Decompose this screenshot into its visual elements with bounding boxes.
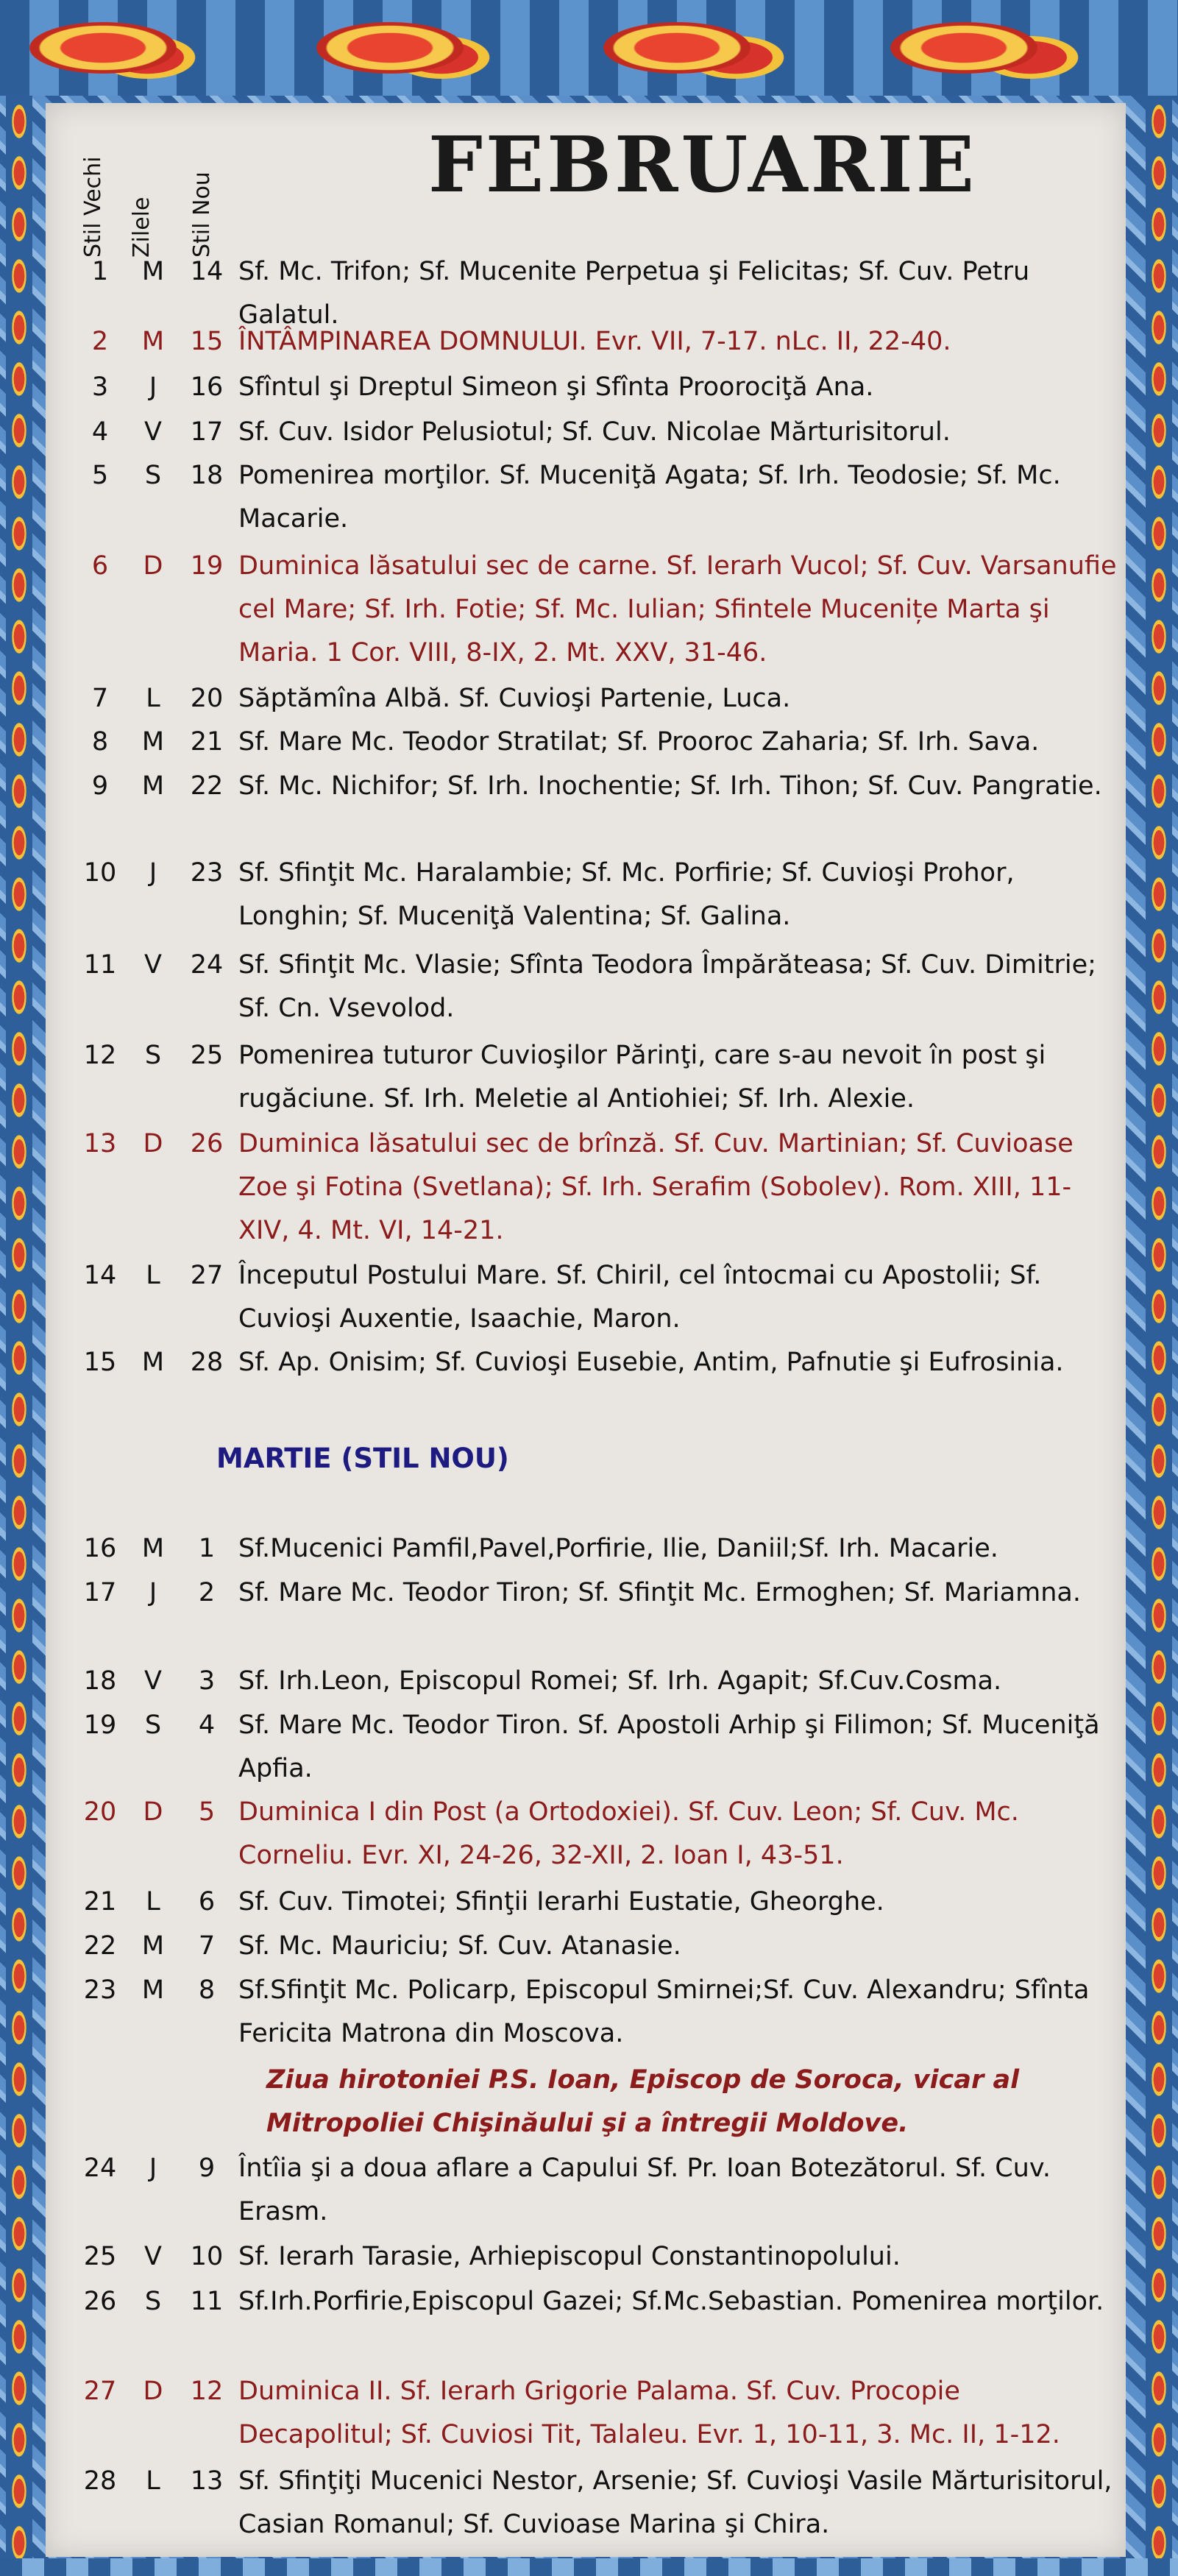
new-style-date: 14 <box>190 257 224 286</box>
weekday-letter: D <box>143 1129 163 1158</box>
calendar-header <box>46 103 1126 258</box>
ornamental-bottom-border <box>0 2558 1178 2576</box>
weekday-letter: S <box>144 2287 162 2316</box>
saints-commemoration-text: Sfîntul şi Dreptul Simeon şi Sfînta Proorociţă Ana. <box>238 372 874 402</box>
weekday-letter: J <box>149 858 157 888</box>
weekday-letter: M <box>141 1534 165 1563</box>
saints-commemoration-text: Ziua hirotoniei P.S. Ioan, Episcop de Soroca, vicar al Mitropoliei Chişinăului şi a întregii Moldove. <box>266 2065 1020 2138</box>
weekday-letter: M <box>141 327 165 356</box>
saints-commemoration-text: Începutul Postului Mare. Sf. Chiril, cel întocmai cu Apostolii; Sf. Cuvioşi Auxentie, Isaachie, Maron. <box>238 1261 1042 1334</box>
weekday-letter: L <box>146 1261 160 1290</box>
saints-commemoration-text: Sf. Mc. Trifon; Sf. Mucenite Perpetua şi Felicitas; Sf. Cuv. Petru Galatul. <box>238 257 1030 330</box>
ornament-medallion <box>29 22 177 74</box>
saints-commemoration-text: Sf. Cuv. Timotei; Sfinţii Ierarhi Eustatie, Gheorghe. <box>238 1887 884 1917</box>
new-style-date: 9 <box>198 2154 216 2183</box>
saints-commemoration-text: Duminica lăsatului sec de brînză. Sf. Cuv. Martinian; Sf. Cuvioase Zoe şi Fotina (Svetlana); Sf. Irh. Serafim (Sobolev). Rom. XIII, 11-XIV, 4. Mt. VI, 14-21. <box>238 1129 1074 1245</box>
weekday-letter: D <box>143 1797 163 1827</box>
old-style-date: 23 <box>83 1975 117 2005</box>
new-style-date: 25 <box>190 1041 224 1070</box>
old-style-date: 10 <box>83 858 117 888</box>
new-style-date: 12 <box>190 2377 224 2406</box>
old-style-date: 28 <box>83 2466 117 2496</box>
new-style-date: 24 <box>190 950 224 980</box>
ornamental-right-border <box>1146 96 1172 2558</box>
weekday-letter: M <box>141 727 165 757</box>
weekday-letter: S <box>144 1710 162 1740</box>
old-style-date: 12 <box>83 1041 117 1070</box>
weekday-letter: J <box>149 2154 157 2183</box>
saints-commemoration-text: Sf. Mare Mc. Teodor Stratilat; Sf. Prooroc Zaharia; Sf. Irh. Sava. <box>238 727 1040 757</box>
old-style-date: 1 <box>91 257 109 286</box>
weekday-letter: M <box>141 1348 165 1377</box>
old-style-date: 18 <box>83 1666 117 1696</box>
saints-commemoration-text: Sf. Sfinţit Mc. Vlasie; Sfînta Teodora Împărăteasa; Sf. Cuv. Dimitrie; Sf. Cn. Vsevolod. <box>238 950 1096 1023</box>
column-header-new-style: Stil Nou <box>189 171 215 258</box>
weekday-letter: M <box>141 1975 165 2005</box>
saints-commemoration-text: Sf. Ap. Onisim; Sf. Cuvioşi Eusebie, Antim, Pafnutie şi Eufrosinia. <box>238 1348 1064 1377</box>
weekday-letter: V <box>144 417 162 447</box>
old-style-date: 25 <box>83 2242 117 2271</box>
old-style-date: 9 <box>91 771 109 801</box>
old-style-date: 4 <box>91 417 109 447</box>
old-style-date: 5 <box>91 461 109 490</box>
new-style-date: 11 <box>190 2287 224 2316</box>
saints-commemoration-text: Sf.Irh.Porfirie,Episcopul Gazei; Sf.Mc.Sebastian. Pomenirea morţilor. <box>238 2287 1104 2316</box>
old-style-date: 2 <box>91 327 109 356</box>
month-title: FEBRUARIE <box>428 119 977 210</box>
saints-commemoration-text: Duminica lăsatului sec de carne. Sf. Ierarh Vucol; Sf. Cuv. Varsanufie cel Mare; Sf. Irh. Fotie; Sf. Mc. Iulian; Sfintele Mucenițe Marta şi Maria. 1 Cor. VIII, 8-IX, 2. Mt. XXV, 31-46. <box>238 551 1117 668</box>
old-style-date: 16 <box>83 1534 117 1563</box>
new-style-date: 27 <box>190 1261 224 1290</box>
weekday-letter: V <box>144 950 162 980</box>
new-style-date: 28 <box>190 1348 224 1377</box>
ornamental-left-border <box>6 96 32 2558</box>
old-style-date: 15 <box>83 1348 117 1377</box>
column-header-days: Zilele <box>129 197 155 258</box>
ornamental-top-border <box>0 0 1178 96</box>
weekday-letter: V <box>144 2242 162 2271</box>
saints-commemoration-text: Sf. Mare Mc. Teodor Tiron; Sf. Sfinţit Mc. Ermoghen; Sf. Mariamna. <box>238 1578 1081 1607</box>
weekday-letter: D <box>143 551 163 581</box>
column-header-old-style: Stil Vechi <box>80 156 106 258</box>
new-style-date: 5 <box>198 1797 216 1827</box>
saints-commemoration-text: Sf.Mucenici Pamfil,Pavel,Porfirie, Ilie, Daniil;Sf. Irh. Macarie. <box>238 1534 998 1563</box>
weekday-letter: L <box>146 684 160 713</box>
new-style-date: 10 <box>190 2242 224 2271</box>
new-style-date: 22 <box>190 771 224 801</box>
new-style-date: 16 <box>190 372 224 402</box>
ornament-medallion <box>316 22 464 74</box>
old-style-date: 17 <box>83 1578 117 1607</box>
new-style-date: 21 <box>190 727 224 757</box>
new-style-date: 23 <box>190 858 224 888</box>
old-style-date: 22 <box>83 1931 117 1961</box>
old-style-date: 3 <box>91 372 109 402</box>
old-style-date: 27 <box>83 2377 117 2406</box>
new-style-date: 15 <box>190 327 224 356</box>
new-style-date: 7 <box>198 1931 216 1961</box>
new-style-date: 20 <box>190 684 224 713</box>
saints-commemoration-text: Sf. Sfinţit Mc. Haralambie; Sf. Mc. Porfirie; Sf. Cuvioşi Prohor, Longhin; Sf. Muceniţă Valentina; Sf. Galina. <box>238 858 1015 931</box>
new-style-date: 13 <box>190 2466 224 2496</box>
ornament-medallion <box>890 22 1037 74</box>
saints-commemoration-text: Sf.Sfinţit Mc. Policarp, Episcopul Smirnei;Sf. Cuv. Alexandru; Sfînta Fericita Matrona din Moscova. <box>238 1975 1090 2048</box>
weekday-letter: L <box>146 2466 160 2496</box>
old-style-date: 26 <box>83 2287 117 2316</box>
old-style-date: 24 <box>83 2154 117 2183</box>
new-style-date: 26 <box>190 1129 224 1158</box>
old-style-date: 20 <box>83 1797 117 1827</box>
saints-commemoration-text: Sf. Ierarh Tarasie, Arhiepiscopul Constantinopolului. <box>238 2242 901 2271</box>
old-style-date: 14 <box>83 1261 117 1290</box>
old-style-date: 6 <box>91 551 109 581</box>
saints-commemoration-text: Pomenirea morţilor. Sf. Muceniţă Agata; Sf. Irh. Teodosie; Sf. Mc. Macarie. <box>238 461 1061 534</box>
saints-commemoration-text: Săptămîna Albă. Sf. Cuvioşi Partenie, Luca. <box>238 684 791 713</box>
saints-commemoration-text: Sf. Irh.Leon, Episcopul Romei; Sf. Irh. Agapit; Sf.Cuv.Cosma. <box>238 1666 1002 1696</box>
saints-commemoration-text: Întîia şi a doua aflare a Capului Sf. Pr. Ioan Botezătorul. Sf. Cuv. Erasm. <box>238 2154 1051 2226</box>
saints-commemoration-text: Pomenirea tuturor Cuvioşilor Părinţi, care s-au nevoit în post şi rugăciune. Sf. Irh. Meletie al Antiohiei; Sf. Irh. Alexie. <box>238 1041 1046 1114</box>
new-style-date: 6 <box>198 1887 216 1917</box>
saints-commemoration-text: Sf. Sfinţiţi Mucenici Nestor, Arsenie; Sf. Cuvioşi Vasile Mărturisitorul, Casian Romanul; Sf. Cuvioase Marina şi Chira. <box>238 2466 1113 2539</box>
weekday-letter: D <box>143 2377 163 2406</box>
weekday-letter: S <box>144 461 162 490</box>
saints-commemoration-text: Duminica I din Post (a Ortodoxiei). Sf. Cuv. Leon; Sf. Cuv. Mc. Corneliu. Evr. XI, 24-26, 32-XII, 2. Ioan I, 43-51. <box>238 1797 1019 1870</box>
new-style-date: 18 <box>190 461 224 490</box>
old-style-date: 11 <box>83 950 117 980</box>
new-style-date: 19 <box>190 551 224 581</box>
saints-commemoration-text: Sf. Mare Mc. Teodor Tiron. Sf. Apostoli Arhip şi Filimon; Sf. Muceniţă Apfia. <box>238 1710 1100 1783</box>
weekday-letter: S <box>144 1041 162 1070</box>
saints-commemoration-text: Sf. Cuv. Isidor Pelusiotul; Sf. Cuv. Nicolae Mărturisitorul. <box>238 417 951 447</box>
calendar-page <box>46 103 1126 2557</box>
weekday-letter: V <box>144 1666 162 1696</box>
section-title-martie: MARTIE (STIL NOU) <box>216 1443 509 1474</box>
saints-commemoration-text: Sf. Mc. Nichifor; Sf. Irh. Inochentie; Sf. Irh. Tihon; Sf. Cuv. Pangratie. <box>238 771 1102 801</box>
saints-commemoration-text: ÎNTÂMPINAREA DOMNULUI. Evr. VII, 7-17. nLc. II, 22-40. <box>238 327 951 356</box>
weekday-letter: M <box>141 1931 165 1961</box>
new-style-date: 8 <box>198 1975 216 2005</box>
old-style-date: 8 <box>91 727 109 757</box>
new-style-date: 4 <box>198 1710 216 1740</box>
new-style-date: 3 <box>198 1666 216 1696</box>
weekday-letter: J <box>149 1578 157 1607</box>
new-style-date: 17 <box>190 417 224 447</box>
old-style-date: 13 <box>83 1129 117 1158</box>
weekday-letter: M <box>141 771 165 801</box>
old-style-date: 19 <box>83 1710 117 1740</box>
saints-commemoration-text: Sf. Mc. Mauriciu; Sf. Cuv. Atanasie. <box>238 1931 681 1961</box>
saints-commemoration-text: Duminica II. Sf. Ierarh Grigorie Palama. Sf. Cuv. Procopie Decapolitul; Sf. Cuviosi Tit, Talaleu. Evr. 1, 10-11, 3. Mc. II, 1-12. <box>238 2377 1060 2449</box>
weekday-letter: J <box>149 372 157 402</box>
weekday-letter: L <box>146 1887 160 1917</box>
weekday-letter: M <box>141 257 165 286</box>
ornament-medallion <box>603 22 751 74</box>
old-style-date: 7 <box>91 684 109 713</box>
new-style-date: 1 <box>198 1534 216 1563</box>
new-style-date: 2 <box>198 1578 216 1607</box>
old-style-date: 21 <box>83 1887 117 1917</box>
